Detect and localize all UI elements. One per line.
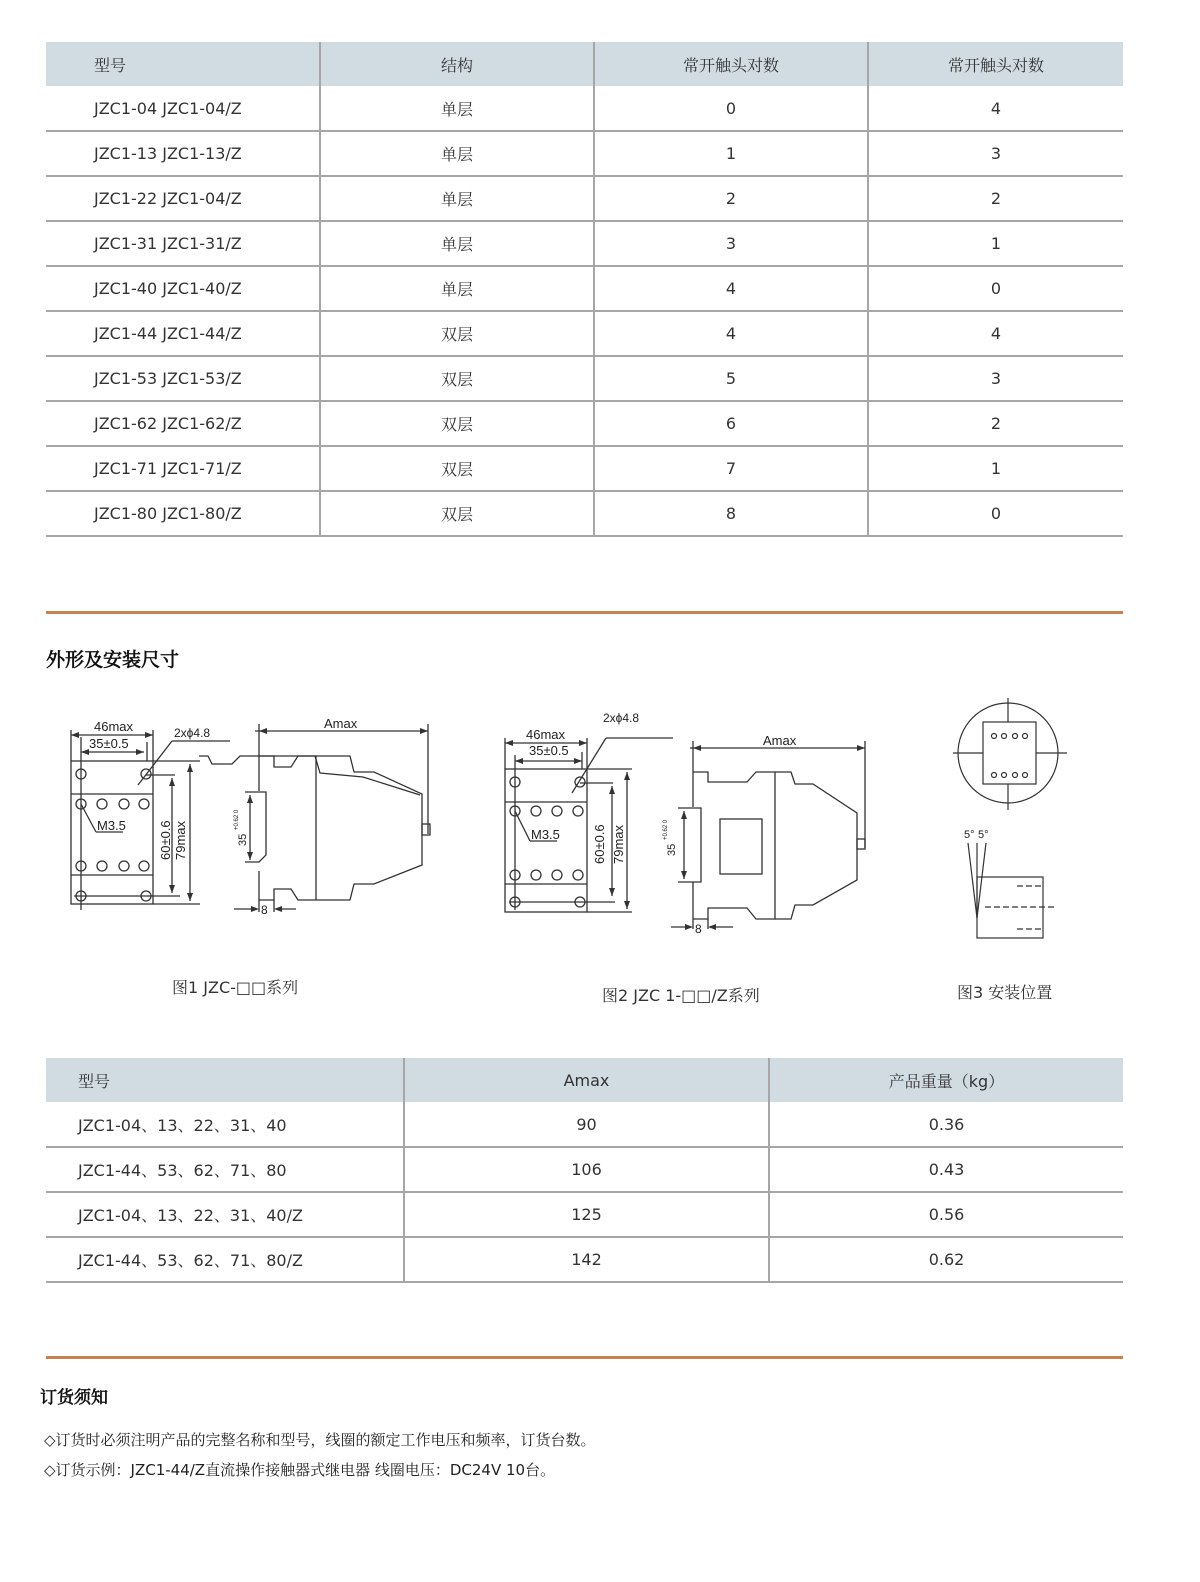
table-row	[46, 311, 1123, 356]
table-cell: JZC1-04、13、22、31、40/Z	[46, 1192, 404, 1237]
header-weight: 产品重量（kg）	[769, 1058, 1123, 1102]
label-angle-right: 5°	[978, 829, 989, 841]
table-cell: 0	[594, 86, 868, 131]
label-offset: 8	[695, 922, 702, 935]
table-row	[46, 1192, 1123, 1237]
label-angle-left: 5°	[964, 829, 975, 841]
table-cell: 双层	[320, 491, 594, 536]
table-cell: 双层	[320, 446, 594, 491]
table-row	[46, 266, 1123, 311]
table-cell: 双层	[320, 311, 594, 356]
table-cell: JZC1-80 JZC1-80/Z	[46, 491, 320, 536]
figure-3-caption: 图3 安装位置	[957, 983, 1053, 1002]
label-length-max: Amax	[324, 716, 358, 731]
table-row	[46, 1102, 1123, 1147]
section-title-ordering: 订货须知	[40, 1388, 108, 1408]
section-divider	[46, 1356, 1123, 1359]
table-row	[46, 401, 1123, 446]
table-cell: 单层	[320, 221, 594, 266]
table-row	[46, 491, 1123, 536]
table-cell: 3	[868, 131, 1123, 176]
label-height-max: 79max	[173, 820, 188, 860]
table-cell: 3	[868, 356, 1123, 401]
table-cell: JZC1-71 JZC1-71/Z	[46, 446, 320, 491]
table-cell: 6	[594, 401, 868, 446]
label-mount-holes: 2xϕ4.8	[174, 726, 211, 740]
table-cell: 4	[594, 266, 868, 311]
table-cell: 0.62	[769, 1237, 1123, 1282]
table-cell: 单层	[320, 131, 594, 176]
table-cell: JZC1-62 JZC1-62/Z	[46, 401, 320, 446]
figure-3-drawing	[945, 695, 1075, 950]
label-rail-tol: +0.62 0	[234, 809, 240, 830]
table-cell: 0.43	[769, 1147, 1123, 1192]
table-cell: 8	[594, 491, 868, 536]
header-amax: Amax	[404, 1058, 769, 1102]
table-cell: 1	[594, 131, 868, 176]
table-cell: 0	[868, 266, 1123, 311]
table-cell: 0.56	[769, 1192, 1123, 1237]
table-header-row	[46, 1058, 1123, 1102]
label-screw: M3.5	[97, 818, 126, 833]
table-cell: 2	[594, 176, 868, 221]
table-cell: 3	[594, 221, 868, 266]
table-cell: JZC1-22 JZC1-04/Z	[46, 176, 320, 221]
ordering-note: ◇订货示例：JZC1-44/Z直流操作接触器式继电器 线圈电压：DC24V 10台。	[44, 1461, 556, 1479]
table-header-row	[46, 42, 1123, 86]
size-weight-table	[46, 1058, 1123, 1283]
table-cell: 90	[404, 1102, 769, 1147]
label-rail-tol: +0.62 0	[663, 819, 669, 840]
label-rail: 35	[666, 843, 678, 856]
table-cell: 2	[868, 176, 1123, 221]
table-cell: 1	[868, 446, 1123, 491]
table-cell: JZC1-44、53、62、71、80	[46, 1147, 404, 1192]
table-cell: 双层	[320, 356, 594, 401]
label-screw: M3.5	[531, 827, 560, 842]
label-height-max: 79max	[611, 824, 626, 864]
label-length-max: Amax	[763, 733, 797, 748]
contacts-table	[46, 42, 1123, 537]
header-nc-contacts: 常开触头对数	[868, 42, 1123, 86]
table-row	[46, 1237, 1123, 1282]
header-model: 型号	[46, 42, 320, 86]
section-title-dimensions: 外形及安装尺寸	[46, 649, 180, 671]
label-width-max: 46max	[94, 719, 134, 734]
table-cell: 单层	[320, 176, 594, 221]
label-rail: 35	[237, 833, 249, 846]
label-hole-spacing: 35±0.5	[529, 743, 569, 758]
label-vert-spacing: 60±0.6	[158, 820, 173, 860]
figure-1-caption: 图1 JZC-□□系列	[172, 978, 299, 997]
figure-2-caption: 图2 JZC 1-□□/Z系列	[602, 986, 760, 1005]
label-vert-spacing: 60±0.6	[592, 824, 607, 864]
table-cell: 单层	[320, 266, 594, 311]
table-cell: 0.36	[769, 1102, 1123, 1147]
header-model: 型号	[46, 1058, 404, 1102]
ordering-note: ◇订货时必须注明产品的完整名称和型号，线圈的额定工作电压和频率，订货台数。	[44, 1431, 596, 1449]
table-cell: JZC1-13 JZC1-13/Z	[46, 131, 320, 176]
header-no-contacts: 常开触头对数	[594, 42, 868, 86]
table-cell: 4	[868, 311, 1123, 356]
table-cell: 5	[594, 356, 868, 401]
table-cell: JZC1-44 JZC1-44/Z	[46, 311, 320, 356]
table-cell: 7	[594, 446, 868, 491]
table-cell: JZC1-53 JZC1-53/Z	[46, 356, 320, 401]
section-divider	[46, 611, 1123, 614]
table-cell: JZC1-04、13、22、31、40	[46, 1102, 404, 1147]
label-offset: 8	[261, 903, 268, 917]
table-cell: 2	[868, 401, 1123, 446]
label-width-max: 46max	[526, 727, 566, 742]
header-structure: 结构	[320, 42, 594, 86]
table-cell: 4	[868, 86, 1123, 131]
table-cell: 142	[404, 1237, 769, 1282]
table-cell: JZC1-31 JZC1-31/Z	[46, 221, 320, 266]
table-row	[46, 86, 1123, 131]
ordering-notes	[44, 1425, 596, 1485]
label-mount-holes: 2xϕ4.8	[603, 711, 640, 725]
table-cell: 125	[404, 1192, 769, 1237]
table-row	[46, 176, 1123, 221]
table-row	[46, 1147, 1123, 1192]
table-row	[46, 221, 1123, 266]
table-cell: 106	[404, 1147, 769, 1192]
table-cell: JZC1-04 JZC1-04/Z	[46, 86, 320, 131]
table-row	[46, 356, 1123, 401]
table-cell: JZC1-40 JZC1-40/Z	[46, 266, 320, 311]
table-cell: 双层	[320, 401, 594, 446]
table-cell: 单层	[320, 86, 594, 131]
table-cell: 0	[868, 491, 1123, 536]
figure-2-drawing	[495, 700, 875, 935]
table-cell: 4	[594, 311, 868, 356]
label-hole-spacing: 35±0.5	[89, 736, 129, 751]
table-cell: 1	[868, 221, 1123, 266]
table-row	[46, 446, 1123, 491]
table-row	[46, 131, 1123, 176]
figure-1-drawing	[60, 700, 440, 920]
table-cell: JZC1-44、53、62、71、80/Z	[46, 1237, 404, 1282]
